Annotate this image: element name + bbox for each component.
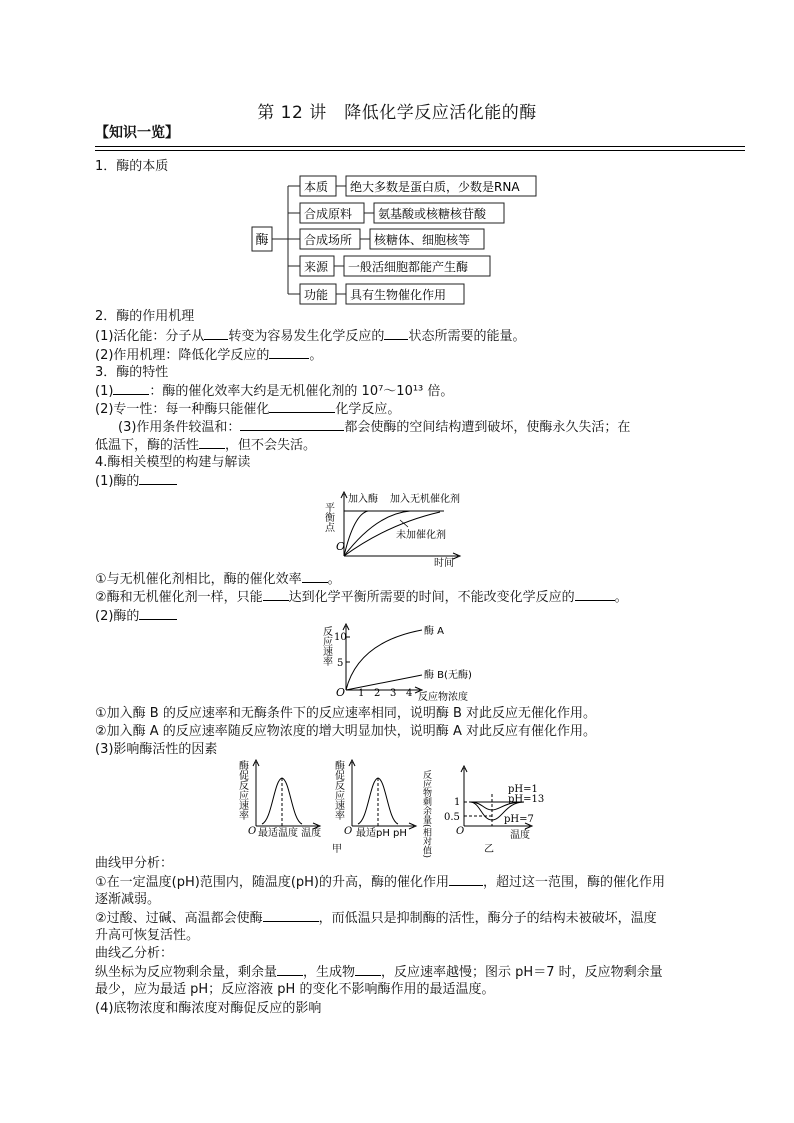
svg-text:核糖体、细胞核等: 核糖体、细胞核等	[374, 233, 471, 247]
p3-origin: O	[456, 826, 465, 837]
p2-y-axis	[349, 760, 355, 826]
svg-text:氨基酸或核糖核苷酸: 氨基酸或核糖核苷酸	[378, 207, 487, 221]
s4-2-label: (2)酶的	[95, 607, 177, 626]
s4-1-label: (1)酶的	[95, 472, 177, 491]
chart2-ytick-10: 10	[334, 632, 347, 643]
chart2-xtick-1: 1	[358, 688, 365, 699]
root-label: 酶	[255, 233, 269, 248]
analysis-yi-2: 最少，应为最适 pH；反应溶液 pH 的变化不影响酶作用的最适温度。	[95, 982, 495, 997]
s3-line-1: (1) ：酶的催化效率大约是无机催化剂的 10⁷～10¹³ 倍。	[95, 384, 454, 399]
diagram-row-5	[300, 284, 464, 304]
chart2-label-a: 酶 A	[424, 626, 445, 637]
analysis-jia-1-cont: 逐渐减弱。	[95, 892, 161, 907]
p2-xlabel: 最适pH pH	[356, 828, 407, 839]
svg-text:功能: 功能	[304, 288, 329, 302]
caption-jia: 甲	[332, 844, 342, 855]
s4-1-a: ①与无机催化剂相比，酶的催化效率 。	[95, 572, 341, 587]
curve-enzyme-a	[346, 630, 422, 690]
chart1-xlabel: 时间	[434, 558, 454, 569]
analysis-jia-heading: 曲线甲分析：	[95, 856, 174, 871]
chart1-label-none: 未加催化剂	[396, 530, 446, 541]
diagram-row-2	[300, 203, 504, 223]
svg-text:绝大多数是蛋白质，少数是RNA: 绝大多数是蛋白质，少数是RNA	[350, 180, 520, 194]
svg-text:具有生物催化作用: 具有生物催化作用	[350, 288, 447, 302]
activity-factors-chart	[236, 758, 568, 859]
section-1-heading: 1．酶的本质	[95, 159, 169, 174]
p3-y-axis	[461, 766, 467, 826]
caption-yi: 乙	[484, 844, 494, 855]
chart1-label-inorganic: 加入无机催化剂	[390, 494, 460, 505]
s4-3-label: (3)影响酶活性的因素	[95, 742, 218, 757]
enzyme-essence-diagram	[250, 172, 550, 308]
p3-ylabel: 反应物剩余量(相对值)	[421, 770, 431, 859]
s3-line-2: (2)专一性：每一种酶只能催化 化学反应。	[95, 402, 401, 417]
section-3-heading: 3．酶的特性	[95, 365, 169, 380]
analysis-jia-2-cont: 升高可恢复活性。	[95, 928, 200, 943]
p2-ylabel: 酶促反应速率	[332, 760, 344, 820]
p3-ytick-1: 1	[454, 797, 461, 808]
svg-text:合成场所: 合成场所	[304, 233, 353, 247]
chart2-label-b: 酶 B(无酶)	[424, 670, 472, 681]
s3-line-3: (3)作用条件较温和： 都会使酶的空间结构遭到破坏，使酶永久失活；在	[118, 420, 631, 435]
p3-label-ph7: pH=7	[504, 814, 534, 825]
section-tag: 【知识一览】	[95, 125, 179, 141]
svg-text:合成原料: 合成原料	[304, 207, 353, 221]
analysis-yi-heading: 曲线乙分析：	[95, 946, 174, 961]
p1-ylabel: 酶促反应速率	[236, 760, 248, 820]
p3-xlabel: 温度	[510, 830, 530, 841]
p3-label-ph1: pH=1	[508, 784, 538, 795]
p3-ytick-05: 0.5	[444, 812, 460, 823]
p1-y-axis	[253, 760, 259, 826]
analysis-yi-1: 纵坐标为反应物剩余量，剩余量 ，生成物 ，反应速率越慢；图示 pH＝7 时，反应物剩余量	[95, 965, 663, 980]
chart1-ylabel: 平衡点	[322, 502, 334, 532]
chart2-xlabel: 反应物浓度	[418, 692, 468, 703]
p1-origin: O	[248, 826, 257, 837]
chart2-xtick-3: 3	[390, 688, 397, 699]
specificity-chart	[312, 620, 512, 704]
s2-line-2: (2)作用机理：降低化学反应的 。	[95, 348, 323, 363]
section-4-heading: 4.酶相关模型的构建与解读	[95, 455, 251, 470]
chart2-ytick-5: 5	[337, 658, 344, 669]
analysis-jia-1: ①在一定温度(pH)范围内，随温度(pH)的升高，酶的催化作用 ，超过这一范围，酶的催化作用	[95, 875, 666, 890]
s4-2-b: ②加入酶 A 的反应速率随反应物浓度的增大明显加快，说明酶 A 对此反应有催化作用。	[95, 724, 596, 739]
divider-thin	[95, 150, 745, 151]
chart2-origin: O	[336, 686, 346, 699]
svg-text:本质: 本质	[304, 180, 329, 194]
chart2-xtick-2: 2	[374, 688, 381, 699]
bracket-lines	[272, 186, 300, 294]
chart2-ylabel: 反应速率	[320, 626, 332, 666]
divider-thick	[95, 146, 745, 147]
chart1-origin: O	[336, 540, 346, 553]
p2-origin: O	[344, 826, 353, 837]
s4-4-label: (4)底物浓度和酶浓度对酶促反应的影响	[95, 1001, 322, 1016]
s4-2-a: ①加入酶 B 的反应速率和无酶条件下的反应速率相同，说明酶 B 对此反应无催化作用。	[95, 706, 597, 721]
p3-label-ph13: pH=13	[508, 794, 545, 805]
s3-line-4: 低温下，酶的活性 ，但不会失活。	[95, 438, 317, 453]
section-2-heading: 2．酶的作用机理	[95, 309, 195, 324]
diagram-row-1	[300, 176, 536, 196]
p1-xlabel: 最适温度 温度	[258, 828, 322, 839]
diagram-row-3	[300, 229, 484, 249]
svg-text:一般活细胞都能产生酶: 一般活细胞都能产生酶	[348, 260, 469, 274]
page-title: 第 12 讲 降低化学反应活化能的酶	[257, 103, 537, 123]
s2-line-1: (1)活化能：分子从 转变为容易发生化学反应的 状态所需要的能量。	[95, 329, 526, 344]
analysis-jia-2: ②过酸、过碱、高温都会使酶 ，而低温只是抑制酶的活性，酶分子的结构未被破坏，温度	[95, 911, 657, 926]
chart1-label-enzyme: 加入酶	[348, 494, 378, 505]
svg-text:来源: 来源	[304, 260, 329, 274]
diagram-row-4	[300, 256, 490, 276]
efficiency-chart	[312, 488, 472, 568]
s4-1-b: ②酶和无机催化剂一样，只能 达到化学平衡所需要的时间，不能改变化学反应的 。	[95, 590, 628, 605]
chart2-xtick-4: 4	[406, 688, 413, 699]
